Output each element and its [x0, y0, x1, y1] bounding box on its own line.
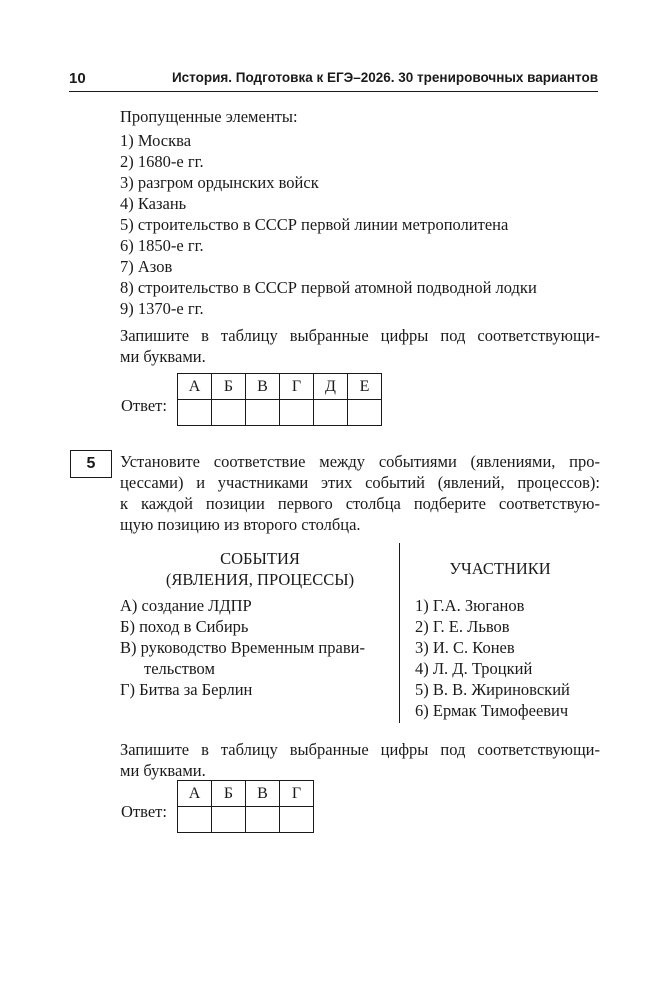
list-item: 5) строительство в СССР первой линии метрополитена — [120, 215, 509, 234]
list-item: 9) 1370-е гг. — [120, 299, 204, 318]
list-item: 4) Казань — [120, 194, 187, 213]
instruction-line: ми буквами. — [120, 347, 206, 366]
answer-label: Ответ: — [121, 396, 167, 415]
answer-letter: А — [178, 781, 212, 807]
task5-prompt — [120, 452, 600, 536]
header-line: (ЯВЛЕНИЯ, ПРОЦЕССЫ) — [165, 570, 355, 589]
book-title: История. Подготовка к ЕГЭ–2026. 30 тренировочных вариантов — [171, 70, 598, 85]
instruction-line: Запишите в таблицу выбранные цифры под соответствующи- — [120, 740, 600, 759]
answer-letter: Б — [212, 781, 246, 807]
list-item: 7) Азов — [120, 257, 173, 276]
list-item: Б) поход в Сибирь — [120, 617, 249, 636]
answer-cell[interactable] — [246, 400, 280, 426]
answer-letter: Д — [314, 374, 348, 400]
answer-letter: А — [178, 374, 212, 400]
list-item: А) создание ЛДПР — [120, 596, 252, 615]
list-item: 3) разгром ордынских войск — [120, 173, 319, 192]
task4-instruction — [120, 326, 600, 368]
answer-letter: Г — [280, 781, 314, 807]
prompt-line: цессами) и участниками этих событий (явлений, процессов): — [120, 473, 600, 492]
list-item: 2) Г. Е. Львов — [415, 617, 510, 636]
answer-cell[interactable] — [178, 400, 212, 426]
participants-list — [415, 596, 600, 722]
task-number-box: 5 — [70, 450, 112, 478]
list-item: 1) Г.А. Зюганов — [415, 596, 525, 615]
list-item: 6) Ермак Тимофеевич — [415, 701, 569, 720]
participants-column-header: УЧАСТНИКИ — [449, 559, 551, 578]
list-item: 2) 1680-е гг. — [120, 152, 204, 171]
header-line: СОБЫТИЯ — [220, 549, 300, 568]
answer-cell[interactable] — [212, 400, 246, 426]
instruction-line: ми буквами. — [120, 761, 206, 780]
list-item: тельством — [144, 659, 215, 678]
answer-cell[interactable] — [178, 807, 212, 833]
list-item: 8) строительство в СССР первой атомной подводной лодки — [120, 278, 537, 297]
answer-label: Ответ: — [121, 802, 167, 821]
events-column-header — [130, 548, 390, 590]
list-item: 4) Л. Д. Троцкий — [415, 659, 533, 678]
answer-cell[interactable] — [212, 807, 246, 833]
answer-cell[interactable] — [246, 807, 280, 833]
list-item: Г) Битва за Берлин — [120, 680, 253, 699]
answer-letter: Е — [348, 374, 382, 400]
column-divider — [399, 543, 400, 723]
answer-cell[interactable] — [280, 400, 314, 426]
answer-letter: В — [246, 374, 280, 400]
answer-letter: Б — [212, 374, 246, 400]
answer-cell[interactable] — [348, 400, 382, 426]
list-item: 1) Москва — [120, 131, 192, 150]
instruction-line: Запишите в таблицу выбранные цифры под соответствующи- — [120, 326, 600, 345]
list-item: 3) И. С. Конев — [415, 638, 515, 657]
prompt-line: Установите соответствие между событиями (явлениями, про- — [120, 452, 600, 471]
answer-letter: В — [246, 781, 280, 807]
answer-table-task4 — [177, 373, 382, 426]
answer-letter: Г — [280, 374, 314, 400]
task5-instruction — [120, 740, 600, 782]
answer-cell[interactable] — [314, 400, 348, 426]
list-item: 5) В. В. Жириновский — [415, 680, 570, 699]
list-item: В) руководство Временным прави- — [120, 638, 365, 657]
header-rule — [69, 91, 598, 92]
answer-cell[interactable] — [280, 807, 314, 833]
events-list — [120, 596, 390, 701]
prompt-line: к каждой позиции первого столбца подберите соответствую- — [120, 494, 600, 513]
list-item: 6) 1850-е гг. — [120, 236, 204, 255]
prompt-line: щую позицию из второго столбца. — [120, 515, 361, 534]
missing-elements-list — [120, 131, 600, 320]
answer-table-task5 — [177, 780, 314, 833]
missing-elements-title: Пропущенные элементы: — [120, 107, 298, 126]
page-number: 10 — [69, 70, 86, 87]
